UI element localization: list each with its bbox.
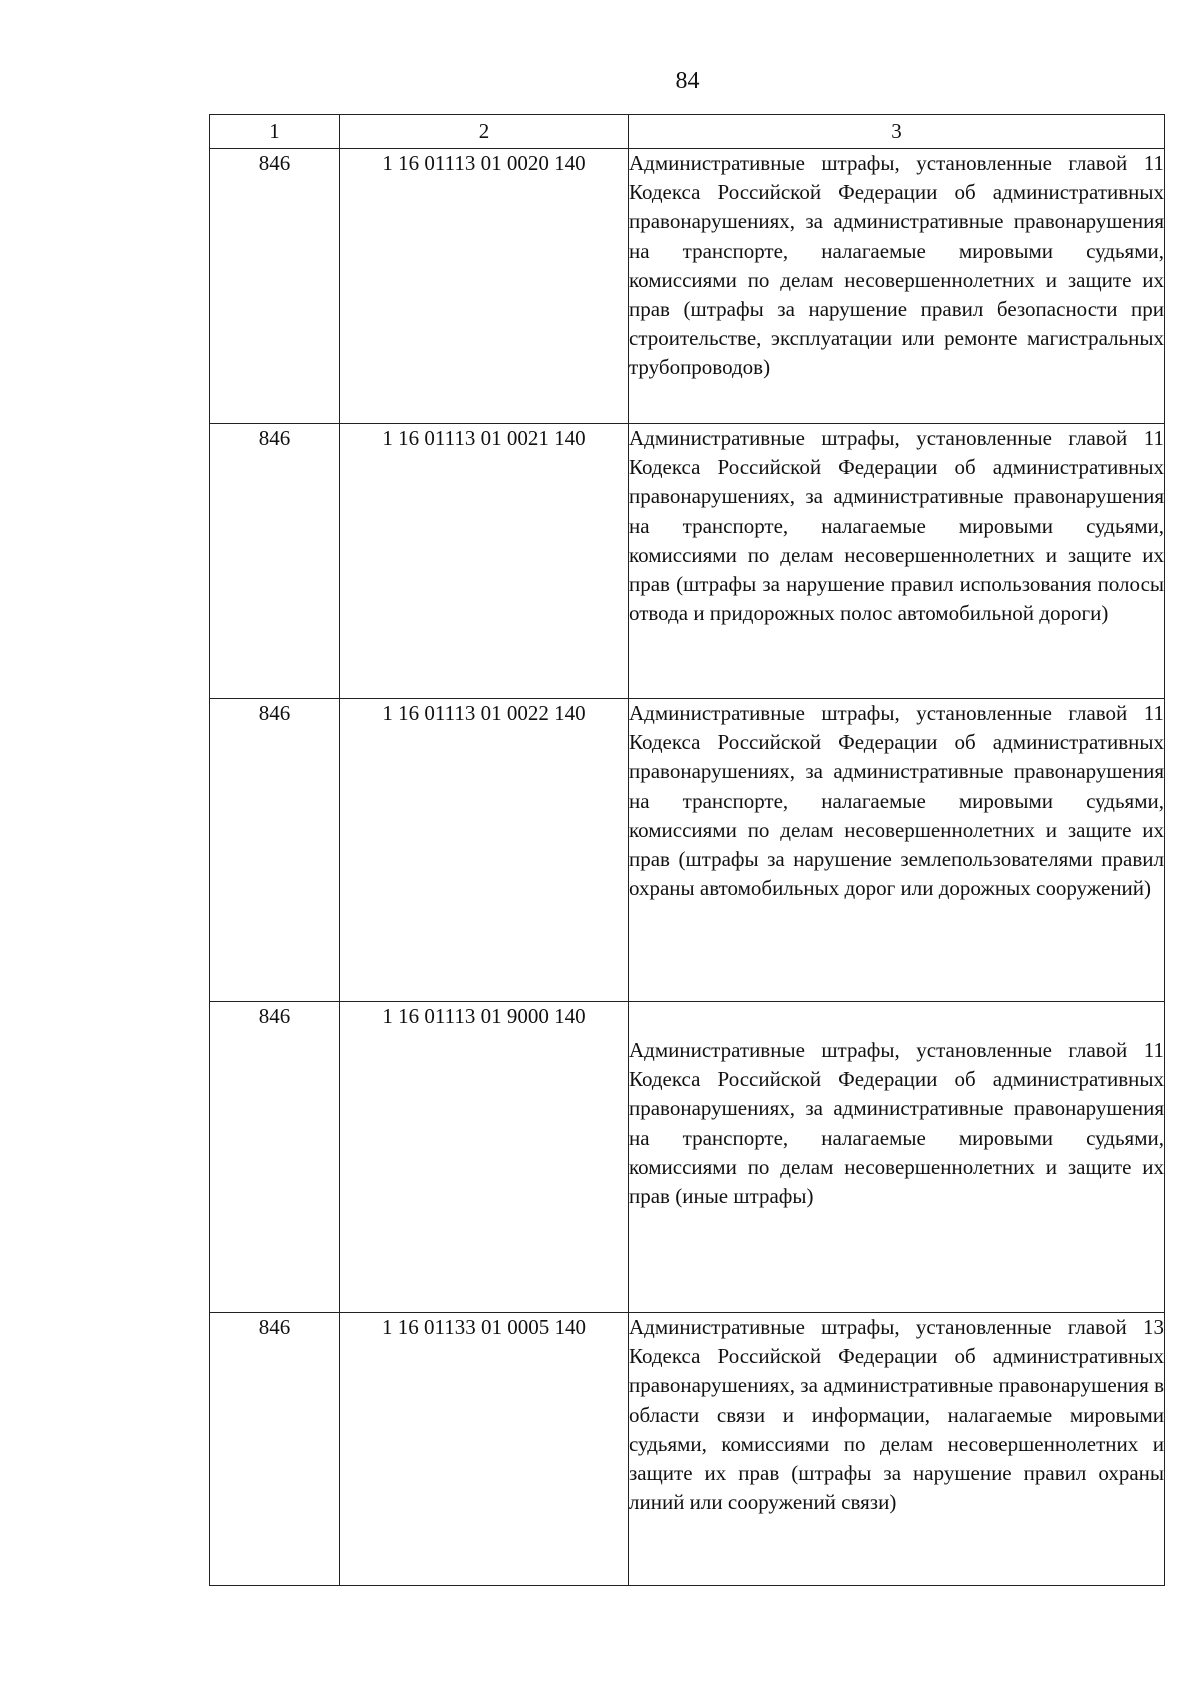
column-header-1: 1 xyxy=(210,115,340,149)
table-row xyxy=(210,424,1165,699)
table-row xyxy=(210,1313,1165,1586)
column-header-2: 2 xyxy=(340,115,629,149)
budget-classification-code-cell: 1 16 01133 01 0005 140 xyxy=(340,1313,629,1586)
revenue-description-cell: Административные штрафы, установленные главой 11 Кодекса Российской Федерации об административных правонарушениях, за административные правонарушения на транспорте, налагаемые мировыми судьями, комиссиями по делам несовершеннолетних и защите их прав (штрафы за нарушение правил использования полосы отвода и придорожных полос автомобильной дороги) xyxy=(629,424,1165,699)
table-header xyxy=(210,115,1165,149)
revenue-description-cell: Административные штрафы, установленные главой 11 Кодекса Российской Федерации об административных правонарушениях, за административные правонарушения на транспорте, налагаемые мировыми судьями, комиссиями по делам несовершеннолетних и защите их прав (штрафы за нарушение правил безопасности при строительстве, эксплуатации или ремонте магистральных трубопроводов) xyxy=(629,149,1165,424)
table-body xyxy=(210,149,1165,1586)
table-row xyxy=(210,1002,1165,1313)
administrator-code-cell: 846 xyxy=(210,1313,340,1586)
revenue-description-cell: Административные штрафы, установленные главой 11 Кодекса Российской Федерации об административных правонарушениях, за административные правонарушения на транспорте, налагаемые мировыми судьями, комиссиями по делам несовершеннолетних и защите их прав (иные штрафы) xyxy=(629,1002,1165,1313)
administrator-code-cell: 846 xyxy=(210,149,340,424)
budget-classification-code-cell: 1 16 01113 01 0022 140 xyxy=(340,699,629,1002)
revenue-codes-table xyxy=(209,114,1165,1586)
budget-classification-code-cell: 1 16 01113 01 9000 140 xyxy=(340,1002,629,1313)
revenue-description-cell: Административные штрафы, установленные главой 11 Кодекса Российской Федерации об административных правонарушениях, за административные правонарушения на транспорте, налагаемые мировыми судьями, комиссиями по делам несовершеннолетних и защите их прав (штрафы за нарушение землепользователями правил охраны автомобильных дорог или дорожных сооружений) xyxy=(629,699,1165,1002)
administrator-code-cell: 846 xyxy=(210,424,340,699)
administrator-code-cell: 846 xyxy=(210,699,340,1002)
table-row xyxy=(210,149,1165,424)
administrator-code-cell: 846 xyxy=(210,1002,340,1313)
revenue-description-cell: Административные штрафы, установленные главой 13 Кодекса Российской Федерации об административных правонарушениях, за административные правонарушения в области связи и информации, налагаемые мировыми судьями, комиссиями по делам несовершеннолетних и защите их прав (штрафы за нарушение правил охраны линий или сооружений связи) xyxy=(629,1313,1165,1586)
page-number: 84 xyxy=(675,68,700,94)
column-header-3: 3 xyxy=(629,115,1165,149)
budget-classification-code-cell: 1 16 01113 01 0020 140 xyxy=(340,149,629,424)
table-row xyxy=(210,699,1165,1002)
header-row xyxy=(210,115,1165,149)
budget-classification-code-cell: 1 16 01113 01 0021 140 xyxy=(340,424,629,699)
